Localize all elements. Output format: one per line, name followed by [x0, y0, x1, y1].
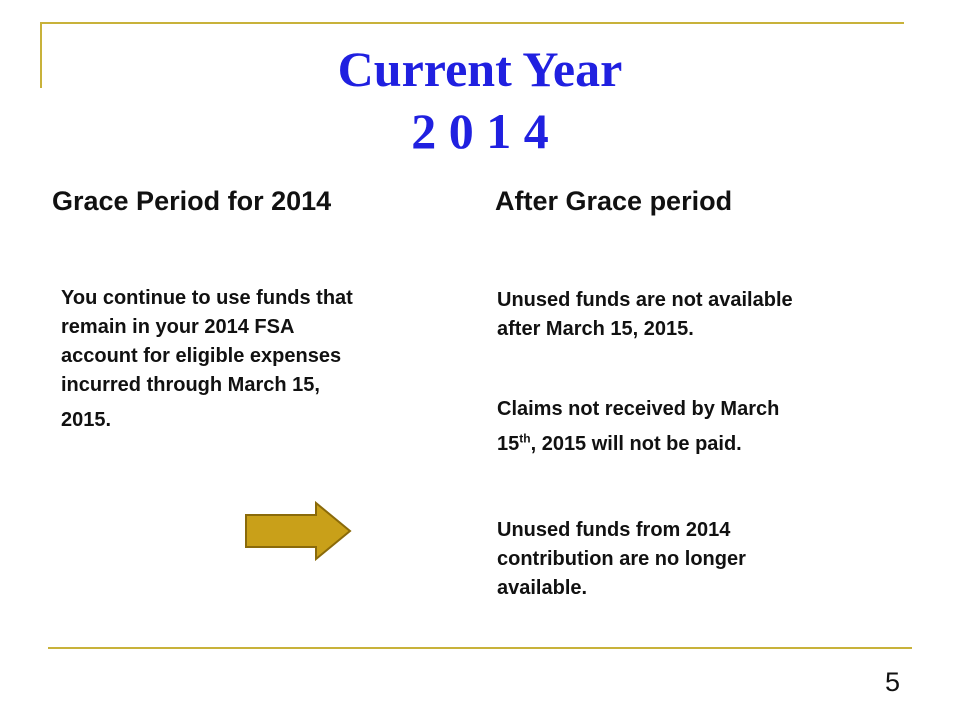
- top-rule: [40, 22, 904, 24]
- ordinal-suffix: th: [519, 431, 531, 446]
- paragraph-line: Unused funds are not available: [497, 289, 793, 311]
- claims-paragraph: [497, 395, 917, 459]
- paragraph-line: remain in your 2014 FSA: [61, 316, 295, 338]
- left-column-heading: Grace Period for 2014: [52, 186, 332, 216]
- bottom-rule: [48, 647, 912, 649]
- paragraph-line: Unused funds from 2014: [497, 519, 731, 541]
- right-column-heading: After Grace period: [495, 186, 733, 216]
- paragraph-line: [497, 430, 917, 459]
- page-number: 5: [885, 667, 901, 697]
- right-arrow-icon: [244, 501, 352, 561]
- paragraph-line-rest: , 2015 will not be paid.: [530, 433, 742, 455]
- paragraph-line: 2015.: [61, 409, 112, 431]
- slide-title: [0, 38, 960, 162]
- date-number: 15: [497, 433, 520, 455]
- grace-period-paragraph: [61, 284, 471, 435]
- paragraph-line: Claims not received by March: [497, 398, 780, 420]
- unused-funds-paragraph: [497, 286, 917, 344]
- paragraph-line: after March 15, 2015.: [497, 318, 694, 340]
- paragraph-line: You continue to use funds that: [61, 287, 353, 309]
- paragraph-line: incurred through March 15,: [61, 374, 320, 396]
- paragraph-line: available.: [497, 577, 588, 599]
- title-line-2: 2 0 1 4: [411, 103, 549, 159]
- contribution-paragraph: [497, 516, 917, 603]
- paragraph-line: contribution are no longer: [497, 548, 746, 570]
- title-line-1: Current Year: [337, 41, 623, 97]
- paragraph-line: account for eligible expenses: [61, 345, 342, 367]
